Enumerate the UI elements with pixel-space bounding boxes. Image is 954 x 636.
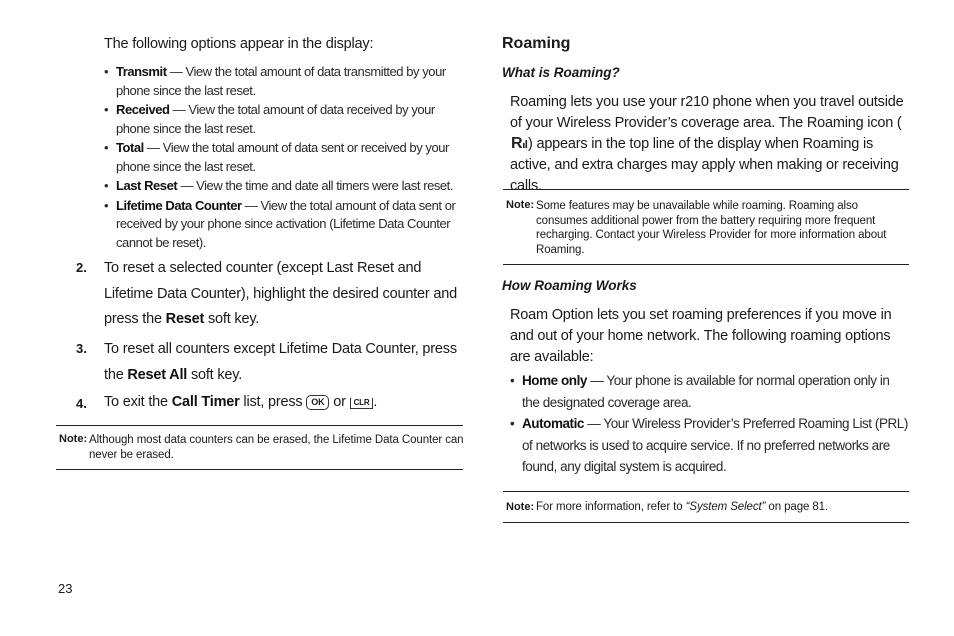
bullet-term: Automatic (522, 416, 584, 431)
step-text: To exit the (104, 394, 172, 410)
divider (56, 425, 463, 426)
step-text: list, press (239, 394, 307, 410)
bullet-desc: — Your Wireless Provider’s Preferred Roaming List (PRL) of networks is used to acquire service. If no preferred networks are found, any digital system is acquired. (522, 416, 908, 474)
list-item: • Automatic — Your Wireless Provider’s Preferred Roaming List (PRL) of networks is used to acquire service. If no preferred networks are found, any digital system is acquired. (510, 416, 908, 474)
counter-options-list (104, 63, 464, 252)
ok-key-icon: OK (306, 395, 329, 410)
list-item: • Transmit — View the total amount of data transmitted by your phone since the last reset. (104, 64, 446, 98)
bullet-desc: — Your phone is available for normal operation only in the designated coverage area. (522, 373, 890, 410)
bullet-term: Transmit (116, 64, 167, 79)
subsection-heading: What is Roaming? (502, 65, 620, 80)
step-2-text (104, 256, 464, 333)
divider (503, 189, 909, 190)
bullet-term: Home only (522, 373, 587, 388)
step-4-text (104, 392, 464, 413)
note-text: Some features may be unavailable while roaming. Roaming also consumes additional power from the battery requiring more frequent recharging. Contact your Wireless Provider for more information about Roaming. (536, 200, 887, 256)
divider (56, 469, 463, 470)
list-item: • Last Reset — View the time and date all timers were last reset. (104, 178, 454, 193)
step-3-text (104, 337, 464, 388)
intro-text: The following options appear in the display: (104, 36, 374, 52)
step-text: To reset a selected counter (except Last Reset and Lifetime Data Counter), highlight the desired counter and press the (104, 260, 457, 327)
step-text: or (329, 394, 350, 410)
step-number: 3. (76, 341, 87, 356)
bullet-desc: — View the total amount of data sent or received by your phone since the last reset. (116, 140, 449, 174)
note-label: Note: (506, 199, 535, 211)
paragraph-text: ) appears in the top line of the display when Roaming is active, and extra charges may apply when making or receiving calls. (510, 136, 899, 194)
note-text-part: For more information, refer to (536, 501, 686, 513)
note-label: Note: (506, 501, 535, 513)
call-timer-label: Call Timer (171, 394, 240, 410)
roaming-options-list (510, 370, 910, 478)
bullet-desc: — View the total amount of data sent or received by your phone since activation (Lifetime Data Counter cannot be reset). (116, 197, 456, 250)
clr-key-icon: CLR (350, 398, 374, 409)
note-text-part: on page 81. (765, 501, 829, 513)
reset-all-softkey-label: Reset All (127, 366, 188, 383)
divider (503, 491, 909, 492)
section-heading: Roaming (502, 35, 571, 52)
step-text: . (373, 394, 378, 410)
note-text: Although most data counters can be erased, the Lifetime Data Counter can never be erased. (89, 434, 464, 461)
bullet-term: Total (116, 140, 144, 155)
reset-softkey-label: Reset (165, 311, 205, 327)
roam-option-description: Roam Option lets you set roaming preferences if you move in and out of your home network. The following roaming options are available: (510, 307, 892, 365)
roaming-icon (510, 134, 528, 150)
note-label: Note: (59, 433, 88, 445)
divider (503, 522, 909, 523)
bullet-desc: — View the total amount of data transmitted by your phone since the last reset. (116, 64, 446, 98)
divider (503, 264, 909, 265)
list-item: • Lifetime Data Counter — View the total amount of data sent or received by your phone since activation (Lifetime Data Counter cannot be reset). (104, 197, 456, 250)
subsection-heading: How Roaming Works (502, 278, 637, 293)
list-item: • Received — View the total amount of data received by your phone since the last reset. (104, 102, 435, 136)
bullet-term: Lifetime Data Counter (116, 197, 242, 213)
roaming-description (510, 92, 910, 197)
step-text: To reset all counters except Lifetime Data Counter, press the (104, 341, 457, 383)
step-text: soft key. (187, 366, 243, 383)
bullet-term: Last Reset (116, 178, 178, 193)
note-text (536, 500, 908, 515)
step-number: 2. (76, 260, 87, 275)
step-number: 4. (76, 396, 87, 411)
paragraph-text: Roaming lets you use your r210 phone when you travel outside of your Wireless Provider’s coverage area. The Roaming icon ( (510, 94, 904, 131)
page-number: 23 (58, 581, 73, 596)
cross-reference-link: “System Select” (685, 501, 766, 513)
list-item: • Home only — Your phone is available for normal operation only in the designated coverage area. (510, 373, 890, 410)
bullet-desc: — View the total amount of data received by your phone since the last reset. (116, 102, 435, 136)
svg-text:R: R (511, 135, 523, 150)
bullet-desc: — View the time and date all timers were last reset. (177, 178, 454, 193)
bullet-term: Received (116, 102, 170, 117)
step-text: soft key. (204, 311, 260, 327)
list-item: • Total — View the total amount of data sent or received by your phone since the last reset. (104, 140, 449, 174)
